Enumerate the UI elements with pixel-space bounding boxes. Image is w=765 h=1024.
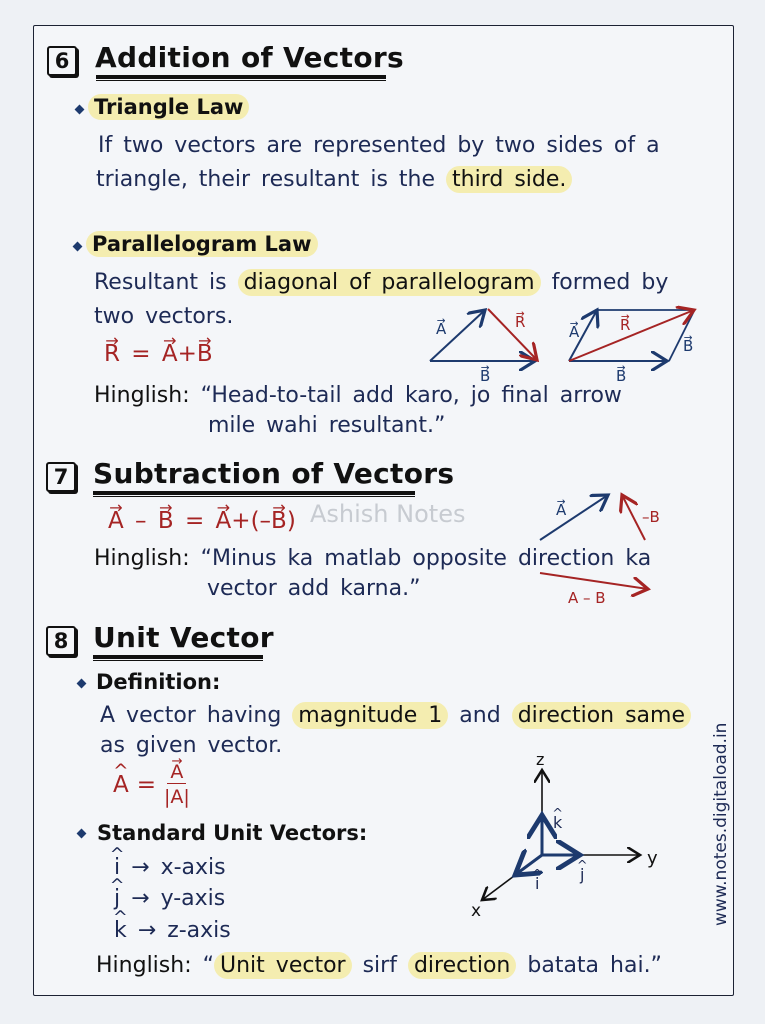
section-number-8: 8 bbox=[46, 626, 76, 656]
definition-line2: as given vector. bbox=[100, 733, 283, 758]
title-underline bbox=[93, 491, 415, 495]
hinglish-subtraction-line2: vector add karna.” bbox=[207, 576, 421, 601]
section-number-6: 6 bbox=[47, 46, 77, 76]
definition-line1: A vector having magnitude 1 and direction same bbox=[100, 705, 691, 727]
formula-unit-vector: ^ A = → $\frac{A}{|A|}$ bbox=[113, 763, 190, 807]
unit-label-j: ^ j bbox=[580, 867, 584, 883]
label-b-side: → B bbox=[683, 339, 693, 354]
axes-diagram bbox=[470, 760, 670, 930]
watermark: Ashish Notes bbox=[310, 500, 466, 528]
axis-label-x: x bbox=[471, 901, 482, 921]
parallelogram-law-diagram bbox=[567, 305, 717, 375]
unit-label-i: ^ i bbox=[535, 876, 539, 892]
triangle-law-line1: If two vectors are represented by two sides of a bbox=[98, 133, 660, 158]
subheading-parallelogram-law: Parallelogram Law bbox=[86, 234, 318, 255]
hinglish-subtraction-line1: Hinglish: “Minus ka matlab opposite direction ka bbox=[94, 546, 652, 571]
triangle-law-line2: triangle, their resultant is the third side. bbox=[96, 169, 572, 191]
subheading-definition: Definition: bbox=[96, 670, 221, 694]
hinglish-unit: Hinglish: “ Unit vector sirf direction batata hai.” bbox=[96, 953, 662, 978]
side-url: www.notes.digitaload.in bbox=[711, 722, 731, 926]
title-underline bbox=[93, 655, 263, 659]
formula-resultant: → R = → A+→ B bbox=[104, 343, 213, 366]
section-title-unit-vector: Unit Vector bbox=[93, 621, 274, 654]
unit-item-i: ^ i → x-axis bbox=[114, 857, 226, 879]
label-b-bottom: → B bbox=[616, 369, 626, 384]
axis-label-z: z bbox=[536, 750, 545, 769]
parallelogram-law-line2: two vectors. bbox=[94, 304, 234, 329]
label-a: → A bbox=[569, 325, 579, 340]
subheading-triangle-law: Triangle Law bbox=[88, 97, 249, 118]
label-r: → R bbox=[620, 318, 630, 333]
formula-subtraction: → A – → B = → A+(–→ B) bbox=[108, 510, 296, 533]
unit-item-j: ^ j → y-axis bbox=[114, 888, 225, 910]
section-title-addition: Addition of Vectors bbox=[95, 41, 404, 74]
label-a: → A bbox=[436, 322, 446, 337]
title-underline bbox=[96, 75, 386, 79]
label-a: → A bbox=[556, 503, 566, 518]
label-a-minus-b: A – B bbox=[568, 589, 606, 607]
subheading-standard-unit-vectors: Standard Unit Vectors: bbox=[97, 821, 368, 845]
section-title-subtraction: Subtraction of Vectors bbox=[93, 457, 455, 490]
hinglish-addition-line1: Hinglish: “Head-to-tail add karo, jo final arrow bbox=[94, 383, 622, 408]
unit-item-k: ^ k → z-axis bbox=[114, 920, 231, 942]
label-neg-b: –B bbox=[642, 508, 660, 526]
hinglish-addition-line2: mile wahi resultant.” bbox=[208, 413, 446, 438]
unit-label-k: ^ k bbox=[553, 815, 562, 831]
label-b: → B bbox=[480, 369, 490, 384]
section-number-7: 7 bbox=[46, 462, 76, 492]
label-r: → R bbox=[515, 315, 525, 330]
parallelogram-law-line1: Resultant is diagonal of parallelogram formed by bbox=[94, 270, 669, 295]
axis-label-y: y bbox=[647, 848, 658, 869]
